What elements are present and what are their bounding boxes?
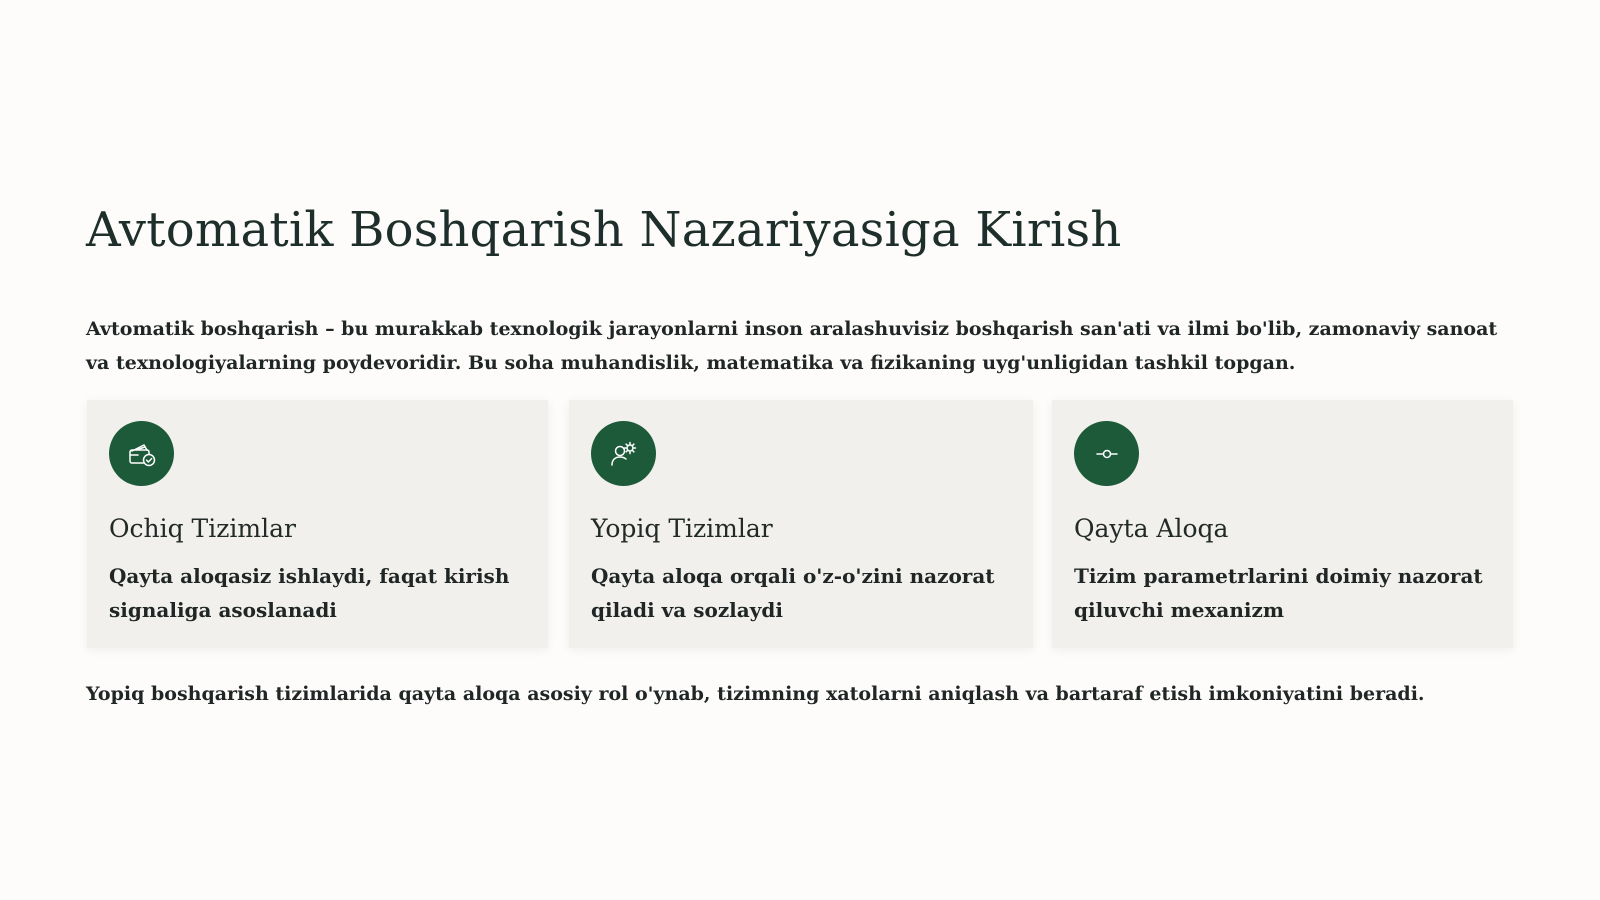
intro-paragraph: Avtomatik boshqarish – bu murakkab texnologik jarayonlarni inson aralashuvisiz boshqarish san'ati va ilmi bo'lib, zamonaviy sanoat va texnologiyalarning poydevoridir. Bu soha muhandislik, matematika va fizikaning uyg'unligidan tashkil topgan. [86,318,1498,374]
card-icon-badge [1074,421,1139,486]
card-closed-systems [569,400,1033,648]
wallet-check-icon [126,438,158,470]
card-description: Qayta aloqa orqali o'z-o'zini nazorat qiladi va sozlaydi [591,564,995,622]
card-title: Yopiq Tizimlar [591,514,773,543]
card-icon-badge [109,421,174,486]
card-title: Qayta Aloqa [1074,514,1229,543]
card-icon-badge [591,421,656,486]
commit-node-icon [1091,438,1123,470]
card-open-systems [87,400,548,648]
card-description: Tizim parametrlarini doimiy nazorat qiluvchi mexanizm [1074,564,1483,622]
page-title: Avtomatik Boshqarish Nazariyasiga Kirish [86,202,1122,258]
summary-paragraph: Yopiq boshqarish tizimlarida qayta aloqa asosiy rol o'ynab, tizimning xatolarni aniqlash va bartaraf etish imkoniyatini beradi. [86,683,1425,705]
feature-cards [87,400,1513,648]
user-gear-icon [608,438,640,470]
card-description: Qayta aloqasiz ishlaydi, faqat kirish signaliga asoslanadi [109,564,510,622]
card-feedback [1052,400,1513,648]
card-title: Ochiq Tizimlar [109,514,296,543]
